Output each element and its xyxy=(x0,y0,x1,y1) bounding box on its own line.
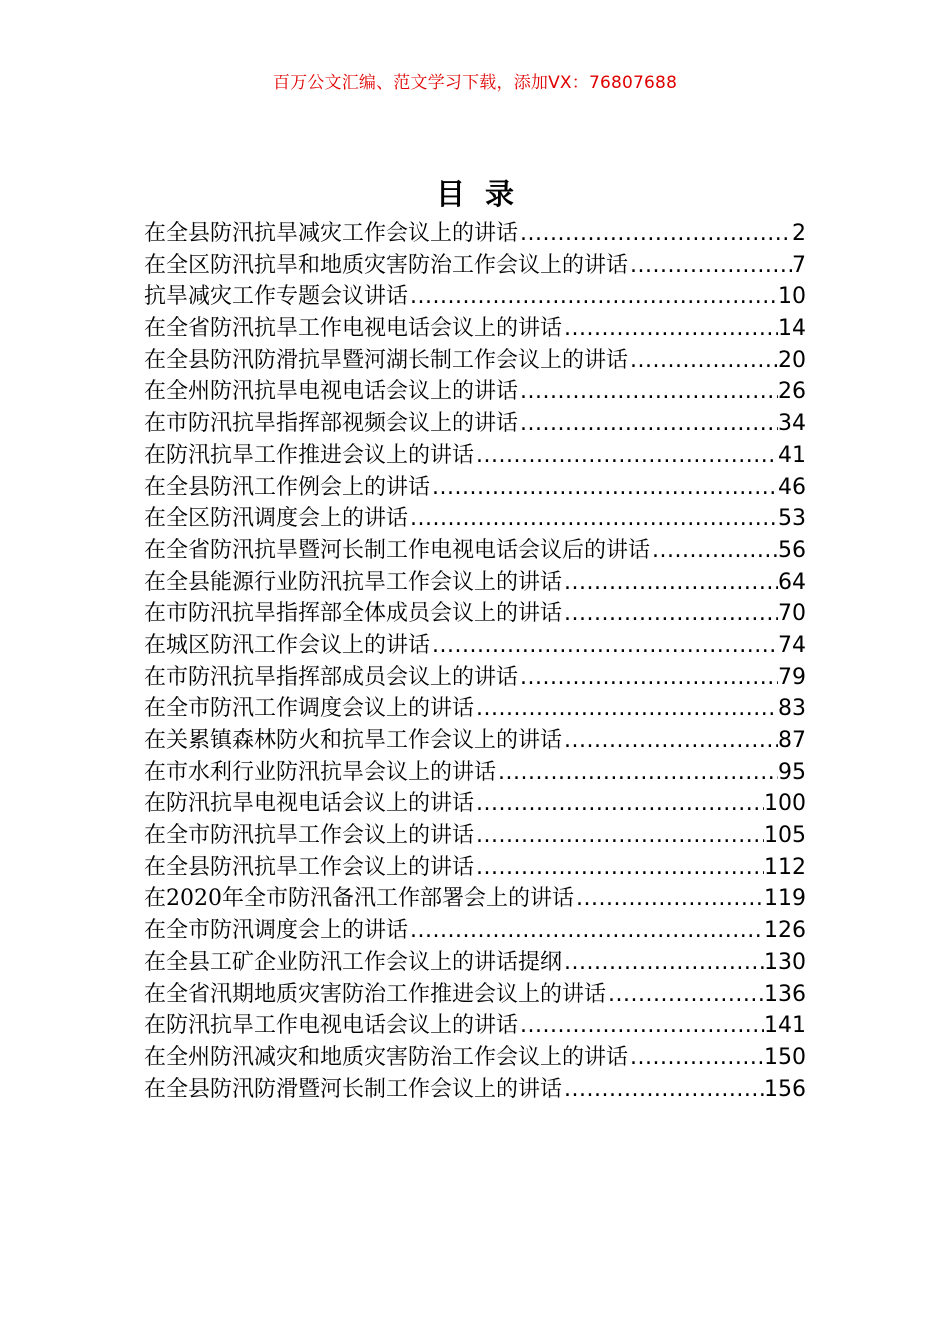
toc-entry-page-number: 41 xyxy=(778,442,806,468)
toc-dot-leader xyxy=(518,218,792,250)
toc-entry[interactable] xyxy=(144,250,806,282)
toc-entry[interactable] xyxy=(144,693,806,725)
toc-entry-page-number: 150 xyxy=(764,1044,806,1070)
toc-dot-leader xyxy=(562,1074,764,1106)
toc-entry-title: 在城区防汛工作会议上的讲话 xyxy=(144,632,431,658)
toc-dot-leader xyxy=(474,693,778,725)
toc-entry-page-number: 119 xyxy=(764,886,806,912)
toc-entry-title: 在市防汛抗旱指挥部视频会议上的讲话 xyxy=(144,411,519,437)
toc-entry-title: 在全县防汛防滑暨河长制工作会议上的讲话 xyxy=(144,1076,563,1102)
toc-entry[interactable] xyxy=(144,472,806,504)
toc-entry[interactable] xyxy=(144,662,806,694)
toc-entry-title: 在全省防汛抗旱工作电视电话会议上的讲话 xyxy=(144,316,563,342)
toc-dot-leader xyxy=(562,598,778,630)
toc-dot-leader xyxy=(628,1042,764,1074)
toc-entry[interactable] xyxy=(144,281,806,313)
toc-entry-title: 在全市防汛调度会上的讲话 xyxy=(144,918,409,944)
toc-dot-leader xyxy=(430,472,778,504)
toc-entry[interactable] xyxy=(144,979,806,1011)
toc-entry-page-number: 20 xyxy=(778,347,806,373)
toc-dot-leader xyxy=(474,852,764,884)
toc-entry-page-number: 53 xyxy=(778,506,806,532)
toc-dot-leader xyxy=(408,281,778,313)
toc-entry[interactable] xyxy=(144,440,806,472)
toc-entry-title: 在全县工矿企业防汛工作会议上的讲话提纲 xyxy=(144,949,563,975)
toc-entry-title: 在全县防汛抗旱工作会议上的讲话 xyxy=(144,854,475,880)
toc-entry-title: 在2020年全市防汛备汛工作部署会上的讲话 xyxy=(144,886,574,912)
header-watermark-note: 百万公文汇编、范文学习下载，添加VX：76807688 xyxy=(272,73,678,93)
toc-entry-page-number: 7 xyxy=(792,252,806,278)
toc-dot-leader xyxy=(518,1010,764,1042)
toc-dot-leader xyxy=(474,820,764,852)
toc-entry-page-number: 26 xyxy=(778,379,806,405)
toc-entry-title: 在全县防汛工作例会上的讲话 xyxy=(144,474,431,500)
toc-entry-title: 在关累镇森林防火和抗旱工作会议上的讲话 xyxy=(144,728,563,753)
toc-entry-page-number: 141 xyxy=(764,1013,806,1039)
toc-entry[interactable] xyxy=(144,1042,806,1074)
toc-entry-page-number: 74 xyxy=(778,632,806,658)
toc-entry[interactable] xyxy=(144,725,806,757)
toc-entry-title: 在全县防汛抗旱减灾工作会议上的讲话 xyxy=(144,221,519,246)
toc-entry-title: 在全省防汛抗旱暨河长制工作电视电话会议后的讲话 xyxy=(144,537,651,563)
toc-entry-page-number: 70 xyxy=(778,601,806,627)
toc-entry[interactable] xyxy=(144,1074,806,1106)
toc-entry[interactable] xyxy=(144,757,806,789)
toc-entry-title: 在防汛抗旱工作推进会议上的讲话 xyxy=(144,442,475,468)
toc-dot-leader xyxy=(650,535,778,567)
toc-entry-title: 在全区防汛调度会上的讲话 xyxy=(144,506,409,532)
toc-entry[interactable] xyxy=(144,820,806,852)
toc-entry-title: 在全州防汛减灾和地质灾害防治工作会议上的讲话 xyxy=(144,1044,629,1070)
toc-entry-page-number: 100 xyxy=(764,791,806,817)
toc-dot-leader xyxy=(562,313,778,345)
toc-entry-title: 在市防汛抗旱指挥部全体成员会议上的讲话 xyxy=(144,601,563,627)
toc-entry-page-number: 136 xyxy=(764,981,806,1007)
toc-entry-page-number: 87 xyxy=(778,728,806,753)
toc-entry-title: 在全市防汛抗旱工作会议上的讲话 xyxy=(144,823,475,849)
toc-entry-title: 在全市防汛工作调度会议上的讲话 xyxy=(144,696,475,722)
toc-entry[interactable] xyxy=(144,503,806,535)
toc-entry[interactable] xyxy=(144,345,806,377)
toc-entry-page-number: 79 xyxy=(778,664,806,690)
toc-dot-leader xyxy=(628,345,778,377)
toc-entry-page-number: 56 xyxy=(778,537,806,563)
toc-dot-leader xyxy=(474,440,778,472)
toc-entry-page-number: 156 xyxy=(764,1076,806,1102)
toc-entry-page-number: 10 xyxy=(778,284,806,310)
toc-entry[interactable] xyxy=(144,915,806,947)
toc-dot-leader xyxy=(518,408,778,440)
toc-dot-leader xyxy=(408,503,778,535)
toc-entry-title: 在全县能源行业防汛抗旱工作会议上的讲话 xyxy=(144,569,563,595)
toc-entry-title: 在全州防汛抗旱电视电话会议上的讲话 xyxy=(144,379,519,405)
toc-entry[interactable] xyxy=(144,630,806,662)
toc-entry-page-number: 46 xyxy=(778,474,806,500)
toc-entry-title: 在防汛抗旱工作电视电话会议上的讲话 xyxy=(144,1013,519,1039)
toc-entry-page-number: 83 xyxy=(778,696,806,722)
toc-entry-page-number: 14 xyxy=(778,316,806,342)
toc-entry-page-number: 64 xyxy=(778,569,806,595)
toc-entry-page-number: 112 xyxy=(764,854,806,880)
toc-entry-title: 在防汛抗旱电视电话会议上的讲话 xyxy=(144,791,475,817)
toc-entry[interactable] xyxy=(144,313,806,345)
toc-entry[interactable] xyxy=(144,883,806,915)
toc-entry-title: 在全县防汛防滑抗旱暨河湖长制工作会议上的讲话 xyxy=(144,347,629,373)
toc-dot-leader xyxy=(518,662,778,694)
toc-dot-leader xyxy=(474,788,764,820)
toc-dot-leader xyxy=(606,979,764,1011)
toc-dot-leader xyxy=(562,567,778,599)
toc-entry-page-number: 95 xyxy=(778,759,806,785)
toc-entry[interactable] xyxy=(144,788,806,820)
table-of-contents xyxy=(144,218,806,1105)
toc-dot-leader xyxy=(574,883,764,915)
toc-entry[interactable] xyxy=(144,408,806,440)
toc-entry-page-number: 105 xyxy=(764,823,806,849)
toc-entry-page-number: 34 xyxy=(778,411,806,437)
toc-dot-leader xyxy=(562,725,778,757)
page-title: 目录 xyxy=(435,177,534,211)
toc-entry-title: 在全区防汛抗旱和地质灾害防治工作会议上的讲话 xyxy=(144,252,629,278)
toc-entry-page-number: 126 xyxy=(764,918,806,944)
toc-entry[interactable] xyxy=(144,535,806,567)
toc-entry[interactable] xyxy=(144,1010,806,1042)
toc-entry[interactable] xyxy=(144,218,806,250)
toc-entry[interactable] xyxy=(144,567,806,599)
toc-entry[interactable] xyxy=(144,947,806,979)
toc-entry-title: 在全省汛期地质灾害防治工作推进会议上的讲话 xyxy=(144,981,607,1007)
toc-dot-leader xyxy=(430,630,778,662)
toc-entry-page-number: 130 xyxy=(764,949,806,975)
toc-entry[interactable] xyxy=(144,598,806,630)
toc-entry[interactable] xyxy=(144,376,806,408)
toc-entry-title: 在市水利行业防汛抗旱会议上的讲话 xyxy=(144,759,497,785)
toc-entry-page-number: 2 xyxy=(792,221,806,246)
toc-dot-leader xyxy=(496,757,778,789)
toc-dot-leader xyxy=(628,250,792,282)
toc-entry-title: 抗旱减灾工作专题会议讲话 xyxy=(144,284,409,310)
toc-entry[interactable] xyxy=(144,852,806,884)
toc-dot-leader xyxy=(562,947,764,979)
toc-dot-leader xyxy=(408,915,764,947)
toc-dot-leader xyxy=(518,376,778,408)
toc-entry-title: 在市防汛抗旱指挥部成员会议上的讲话 xyxy=(144,664,519,690)
